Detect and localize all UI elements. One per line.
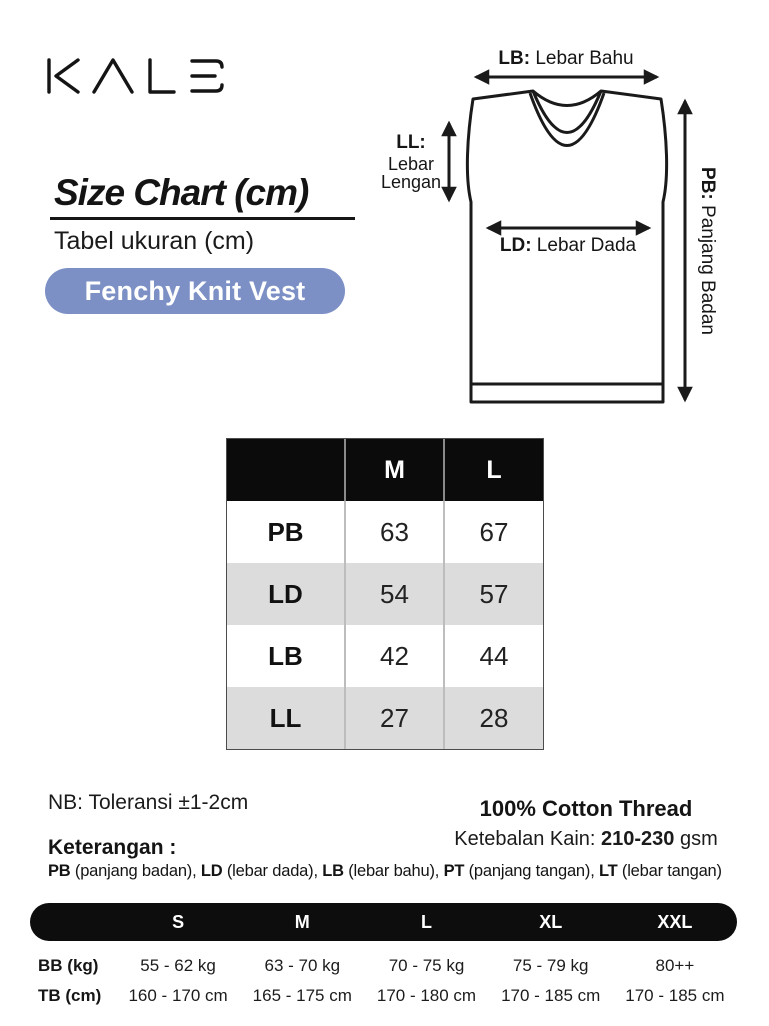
bb-s-value: 55 - 62 kg <box>140 956 216 975</box>
size-table-col-m: M <box>344 439 443 501</box>
row-label-ld: LD <box>268 578 303 609</box>
tb-xxl-value: 170 - 185 cm <box>625 986 725 1005</box>
material-info <box>420 796 752 851</box>
tb-m-value: 165 - 175 cm <box>252 986 352 1005</box>
size-table-header-row <box>227 439 543 501</box>
size-table-col-l: L <box>443 439 543 501</box>
lb-label: LB: Lebar Bahu <box>498 48 634 69</box>
vest-measurement-diagram <box>375 35 760 417</box>
ll-line1-label: Lebar <box>387 154 435 174</box>
tolerance-note: NB: Toleransi ±1-2cm <box>48 791 249 814</box>
pb-label: PB: Panjang Badan <box>697 167 718 335</box>
pb-l-value: 67 <box>443 501 543 563</box>
table-row <box>227 687 543 749</box>
ld-m-value: 54 <box>344 563 443 625</box>
row-label-bb: BB (kg) <box>38 956 99 975</box>
size-table-corner-cell <box>227 439 344 501</box>
ll-l-value: 28 <box>443 687 543 749</box>
fabric-unit: gsm <box>674 828 718 850</box>
title-underline <box>50 217 355 220</box>
legend-abbreviations: PB (panjang badan), LD (lebar dada), LB (lebar bahu), PT (panjang tangan), LT (lebar tangan) <box>48 862 722 880</box>
page-title: Size Chart (cm) <box>54 172 309 213</box>
table-row <box>30 951 737 981</box>
tb-l-value: 170 - 180 cm <box>376 986 477 1005</box>
ll-abbr-label: LL: <box>396 132 426 153</box>
ll-line2-label: Lengan <box>380 172 442 192</box>
bb-xl-value: 75 - 79 kg <box>512 956 589 975</box>
lb-m-value: 42 <box>344 625 443 687</box>
body-size-col-xl: XL <box>539 911 563 932</box>
ld-l-value: 57 <box>443 563 543 625</box>
fabric-weight-line <box>420 828 752 851</box>
fabric-weight-value: 210-230 <box>601 828 675 850</box>
ld-label: LD: Lebar Dada <box>499 235 637 256</box>
row-label-pb: PB <box>267 516 304 547</box>
lb-l-value: 44 <box>443 625 543 687</box>
material-title: 100% Cotton Thread <box>479 796 693 821</box>
table-row <box>227 625 543 687</box>
kale-logo-icon <box>45 56 227 96</box>
size-measurement-table <box>226 438 544 750</box>
body-size-table <box>30 903 737 1011</box>
body-size-col-xxl: XXL <box>657 911 693 932</box>
body-size-col-s: S <box>172 911 185 932</box>
bb-l-value: 70 - 75 kg <box>388 956 465 975</box>
legend-title: Keterangan : <box>48 836 177 859</box>
bb-m-value: 63 - 70 kg <box>264 956 341 975</box>
table-row <box>30 981 737 1011</box>
row-label-ll: LL <box>269 702 302 733</box>
table-row <box>227 501 543 563</box>
table-row <box>227 563 543 625</box>
tb-xl-value: 170 - 185 cm <box>501 986 601 1005</box>
row-label-lb: LB <box>268 640 303 671</box>
pb-m-value: 63 <box>344 501 443 563</box>
ll-m-value: 27 <box>344 687 443 749</box>
fabric-label: Ketebalan Kain: <box>454 828 602 850</box>
tb-s-value: 160 - 170 cm <box>128 986 228 1005</box>
product-badge: Fenchy Knit Vest <box>45 268 345 314</box>
collar-outer-arc <box>530 93 604 146</box>
body-size-col-l: L <box>420 911 432 932</box>
body-size-header-row <box>30 903 737 941</box>
body-size-col-m: M <box>294 911 310 932</box>
brand-logo <box>45 56 227 96</box>
row-label-tb: TB (cm) <box>38 986 102 1005</box>
page-subtitle: Tabel ukuran (cm) <box>54 227 255 255</box>
bb-xxl-value: 80++ <box>655 956 695 975</box>
